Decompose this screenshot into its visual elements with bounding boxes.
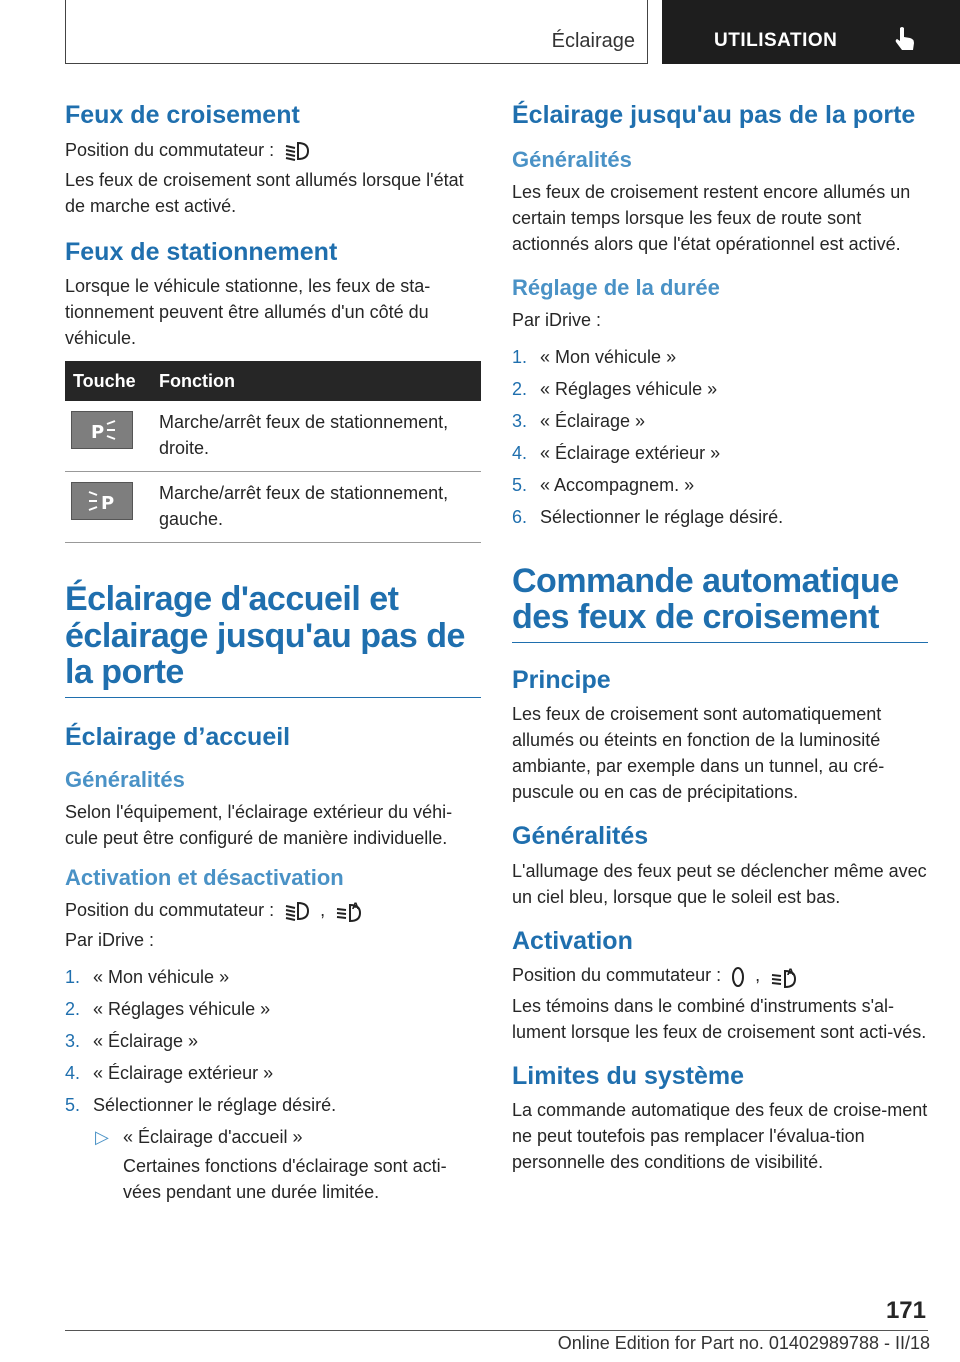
list-item: 2. « Réglages véhicule » <box>65 998 271 1019</box>
list-sub-item: ▷ « Éclairage d'accueil » <box>95 1126 303 1147</box>
heading-activation-desactivation: Activation et désactivation <box>65 864 344 890</box>
duree-idrive-label: Par iDrive : <box>512 309 602 330</box>
table-header-key: Touche <box>65 361 151 401</box>
parking-light-table <box>65 361 481 543</box>
auto-headlight-icon <box>334 899 364 923</box>
table-cell-function: Marche/arrêt feux de stationnement, gauche. <box>151 472 481 543</box>
table-row <box>65 401 481 472</box>
heading-reglage-duree: Réglage de la durée <box>512 274 720 300</box>
activation-switch-position: Position du commutateur : , A <box>512 962 928 988</box>
table-cell-function: Marche/arrêt feux de stationnement, droite. <box>151 401 481 472</box>
heading-limites: Limites du système <box>512 1061 745 1090</box>
heading-generalites: Généralités <box>65 766 185 792</box>
act-switch-position: Position du commutateur : , A <box>65 897 481 923</box>
crois-switch-position: Position du commutateur : <box>65 137 481 163</box>
parking-light-right-icon <box>71 411 133 449</box>
left-steps-list <box>65 961 481 1153</box>
station-text: Lorsque le véhicule stationne, les feux de sta‐tionnement peuvent être allumés d'un côté du véhicule. <box>65 276 431 348</box>
svg-text:A: A <box>787 967 795 978</box>
heading-activation: Activation <box>512 926 633 955</box>
generalites-2-text: L'allumage des feux peut se déclencher même avec un ciel bleu, lorsque que le soleil est bas. <box>512 860 927 907</box>
svg-text:P: P <box>101 493 115 513</box>
list-item: 3. « Éclairage » <box>65 1030 199 1051</box>
right-steps-list <box>512 341 928 533</box>
heading-feux-stationnement: Feux de stationnement <box>65 237 338 266</box>
heading-principe: Principe <box>512 665 611 694</box>
list-item: 6. Sélectionner le réglage désiré. <box>512 506 784 527</box>
header-chapter-title: UTILISATION <box>714 30 838 51</box>
principe-text: Les feux de croisement sont automatiquement allumés ou éteints en fonction de la luminosité ambiante, par exemple dans un tunnel, au cré‐puscule ou en cas de précipitations. <box>512 704 885 803</box>
header-section-title: Éclairage <box>551 30 635 52</box>
act-idrive-label: Par iDrive : <box>65 929 155 950</box>
table-header-function: Fonction <box>151 361 481 401</box>
list-item: 4. « Éclairage extérieur » <box>65 1062 274 1083</box>
right-column <box>512 100 928 1179</box>
list-item: 5. Sélectionner le réglage désiré. <box>65 1094 337 1115</box>
page-number: 171 <box>885 1297 926 1324</box>
list-item: 3. « Éclairage » <box>512 410 646 431</box>
footer-edition: Online Edition for Part no. 01402989788 - II/18 <box>557 1333 930 1353</box>
left-column <box>65 100 481 1205</box>
generalites-text: Les feux de croisement restent encore allumés un certain temps lorsque les feux de route sont actionnés alors que l'état opérationnel est activé. <box>512 181 911 254</box>
heading-eclairage-accueil: Éclairage d'accueil et éclairage jusqu'au pas de la porte <box>65 581 481 698</box>
heading-commande-auto: Commande automatique des feux de croisement <box>512 563 928 643</box>
list-item: 2. « Réglages véhicule » <box>512 378 718 399</box>
low-beam-icon <box>283 140 311 162</box>
list-item: 1. « Mon véhicule » <box>65 966 230 987</box>
svg-text:P: P <box>91 422 105 442</box>
header-chapter-tab <box>662 0 960 64</box>
list-item: 5. « Accompagnem. » <box>512 474 695 495</box>
zero-position-icon <box>730 965 746 989</box>
heading-feux-croisement: Feux de croisement <box>65 101 300 129</box>
crois-text: Les feux de croisement sont allumés lorsque l'état de marche est activé. <box>65 169 464 216</box>
footer-divider <box>65 1330 928 1331</box>
list-item: 1. « Mon véhicule » <box>512 346 677 367</box>
table-row <box>65 472 481 543</box>
heading-generalites: Généralités <box>512 146 632 172</box>
header-section-tab <box>65 0 648 64</box>
heading-generalites-2: Généralités <box>512 822 649 851</box>
parking-light-left-icon <box>71 482 133 520</box>
sub-item-text: Certaines fonctions d'éclairage sont acti‐vées pendant une durée limitée. <box>123 1155 447 1202</box>
heading-eclairage-accueil-sub: Éclairage d’accueil <box>65 723 291 752</box>
generalites-text: Selon l'équipement, l'éclairage extérieur du véhi‐cule peut être configuré de manière individuelle. <box>65 801 453 848</box>
limites-text: La commande automatique des feux de croise‐ment ne peut toutefois pas remplacer l'évalua‐tion personnelle des conditions de visibilité. <box>512 1100 928 1173</box>
hand-pointer-icon <box>894 26 916 52</box>
list-item: 4. « Éclairage extérieur » <box>512 442 721 463</box>
svg-text:A: A <box>352 901 360 912</box>
auto-headlight-icon <box>769 965 799 989</box>
activation-text: Les témoins dans le combiné d'instruments s'al‐lument lorsque les feux de croisement sont acti‐vés. <box>512 995 927 1042</box>
low-beam-icon <box>283 900 311 922</box>
heading-eclairage-pas-porte: Éclairage jusqu'au pas de la porte <box>512 101 916 129</box>
